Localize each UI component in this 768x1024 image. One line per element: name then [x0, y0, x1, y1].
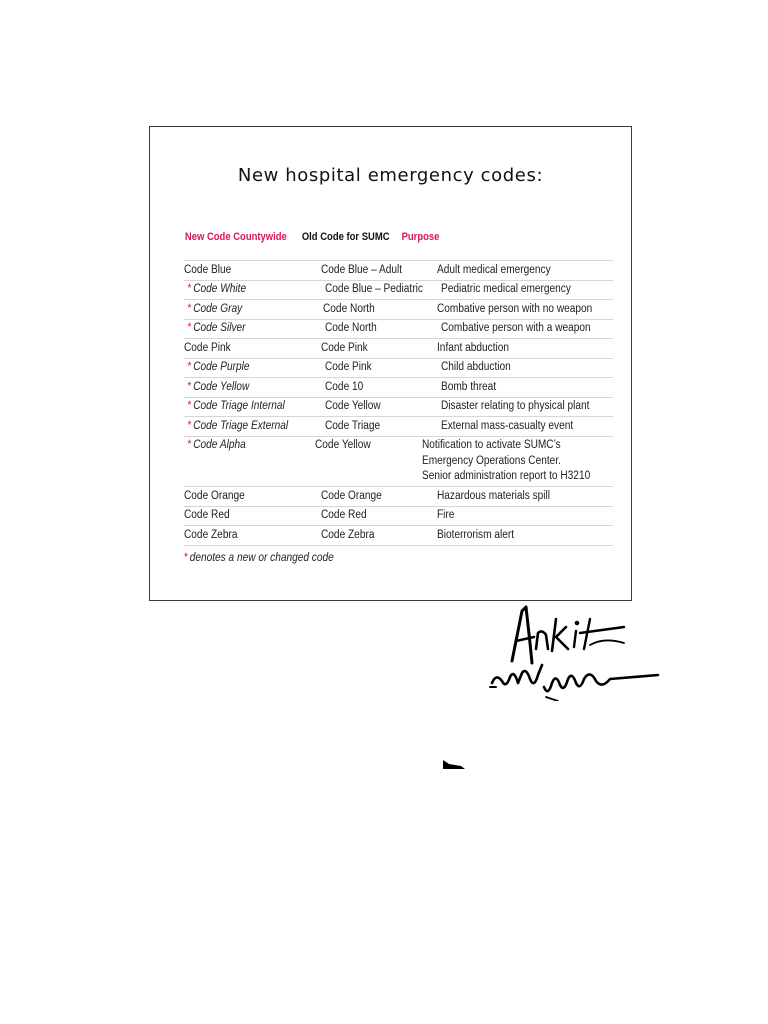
new-code-text: Code Orange — [184, 489, 245, 502]
new-code-cell — [184, 360, 308, 376]
emergency-codes-card — [149, 126, 632, 601]
old-code-cell: Code Triage — [325, 419, 381, 432]
old-code-cell: Code Blue – Adult — [321, 263, 403, 276]
header-old-code: Old Code for SUMC — [301, 231, 390, 243]
purpose-line: Combative person with no weapon — [436, 302, 592, 315]
new-code-cell — [184, 508, 305, 524]
old-code-cell: Code Yellow — [325, 400, 381, 412]
new-code-cell — [184, 321, 308, 337]
header-new-code: New Code Countywide — [184, 231, 287, 243]
changed-marker: * — [187, 439, 192, 451]
new-code-text: Code Gray — [193, 302, 243, 315]
old-code-cell: Code Red — [321, 509, 367, 521]
changed-marker: * — [187, 361, 192, 373]
purpose-line: Senior administration report to H3210 — [421, 470, 591, 482]
header-purpose: Purpose — [401, 231, 440, 243]
new-code-text: Code Silver — [193, 322, 246, 334]
old-code-cell: Code Blue – Pediatric — [325, 283, 423, 295]
table-row — [184, 437, 613, 488]
new-code-text: Code Purple — [193, 361, 250, 373]
ink-mark — [443, 760, 465, 770]
new-code-text: Code Red — [184, 509, 230, 521]
new-code-cell — [184, 302, 306, 318]
purpose-line: Fire — [437, 509, 455, 521]
table-row — [184, 261, 613, 281]
new-code-text: Code Yellow — [193, 380, 250, 393]
purpose-line: Emergency Operations Center. — [421, 454, 561, 467]
new-code-text: Code Triage External — [193, 419, 289, 432]
table-row — [184, 417, 613, 437]
purpose-line: Disaster relating to physical plant — [441, 400, 590, 412]
new-code-text: Code Pink — [184, 341, 231, 354]
changed-marker: * — [187, 419, 192, 432]
new-code-text: Code Alpha — [193, 439, 246, 451]
footnote-text: denotes a new or changed code — [189, 551, 334, 564]
table-row — [184, 359, 613, 379]
table-row — [184, 320, 613, 340]
purpose-line: External mass-casualty event — [441, 419, 574, 432]
changed-marker: * — [187, 322, 192, 334]
purpose-line: Infant abduction — [437, 341, 510, 354]
purpose-cell — [441, 282, 592, 298]
old-code-cell: Code North — [322, 302, 375, 315]
old-code-cell: Code Orange — [321, 489, 382, 502]
old-code-cell: Code 10 — [325, 380, 364, 393]
table-row — [184, 281, 613, 301]
purpose-cell — [437, 508, 592, 524]
codes-table — [184, 227, 613, 564]
new-code-cell — [184, 419, 308, 435]
new-code-text: Code Triage Internal — [193, 400, 285, 412]
purpose-cell — [437, 489, 592, 505]
new-code-text: Code Blue — [184, 263, 232, 276]
new-code-text: Code Zebra — [184, 528, 238, 541]
table-header — [184, 227, 612, 247]
changed-marker: * — [187, 283, 192, 295]
purpose-cell — [437, 528, 592, 544]
table-row — [184, 526, 613, 546]
changed-marker: * — [187, 380, 192, 393]
purpose-line: Combative person with a weapon — [441, 322, 591, 334]
purpose-line: Bomb threat — [441, 380, 497, 393]
old-code-cell: Code North — [325, 322, 377, 334]
purpose-cell — [437, 263, 592, 279]
table-row — [184, 507, 613, 527]
table-row — [184, 398, 613, 418]
new-code-cell — [184, 528, 305, 544]
purpose-line: Hazardous materials spill — [437, 489, 551, 502]
purpose-cell — [441, 399, 592, 415]
new-code-cell — [184, 263, 305, 279]
changed-marker: * — [187, 302, 192, 315]
purpose-cell — [437, 302, 592, 318]
footnote — [184, 552, 562, 564]
purpose-line: Notification to activate SUMC’s — [421, 439, 561, 451]
purpose-line: Pediatric medical emergency — [441, 283, 571, 295]
purpose-line: Adult medical emergency — [437, 263, 551, 276]
new-code-cell — [184, 399, 308, 415]
handwritten-signature — [486, 603, 662, 701]
table-body — [184, 260, 613, 546]
purpose-cell — [422, 438, 590, 485]
table-row — [184, 487, 613, 507]
document-title: New hospital emergency codes: — [237, 165, 544, 186]
purpose-cell — [441, 380, 592, 396]
footnote-star: * — [184, 551, 188, 564]
purpose-cell — [437, 341, 592, 357]
changed-marker: * — [187, 400, 192, 412]
purpose-line: Child abduction — [441, 361, 511, 373]
old-code-cell: Code Pink — [325, 361, 372, 373]
new-code-cell — [184, 282, 308, 298]
old-code-cell: Code Zebra — [321, 528, 375, 541]
new-code-cell — [184, 438, 299, 454]
table-row — [184, 378, 613, 398]
new-code-cell — [184, 489, 305, 505]
purpose-line: Bioterrorism alert — [437, 528, 515, 541]
table-row — [184, 300, 613, 320]
purpose-cell — [441, 419, 592, 435]
new-code-cell — [184, 380, 308, 396]
new-code-cell — [184, 341, 305, 357]
old-code-cell: Code Pink — [321, 341, 368, 354]
table-row — [184, 339, 613, 359]
purpose-cell — [441, 360, 592, 376]
purpose-cell — [441, 321, 592, 337]
old-code-cell: Code Yellow — [314, 439, 371, 451]
new-code-text: Code White — [193, 283, 247, 295]
